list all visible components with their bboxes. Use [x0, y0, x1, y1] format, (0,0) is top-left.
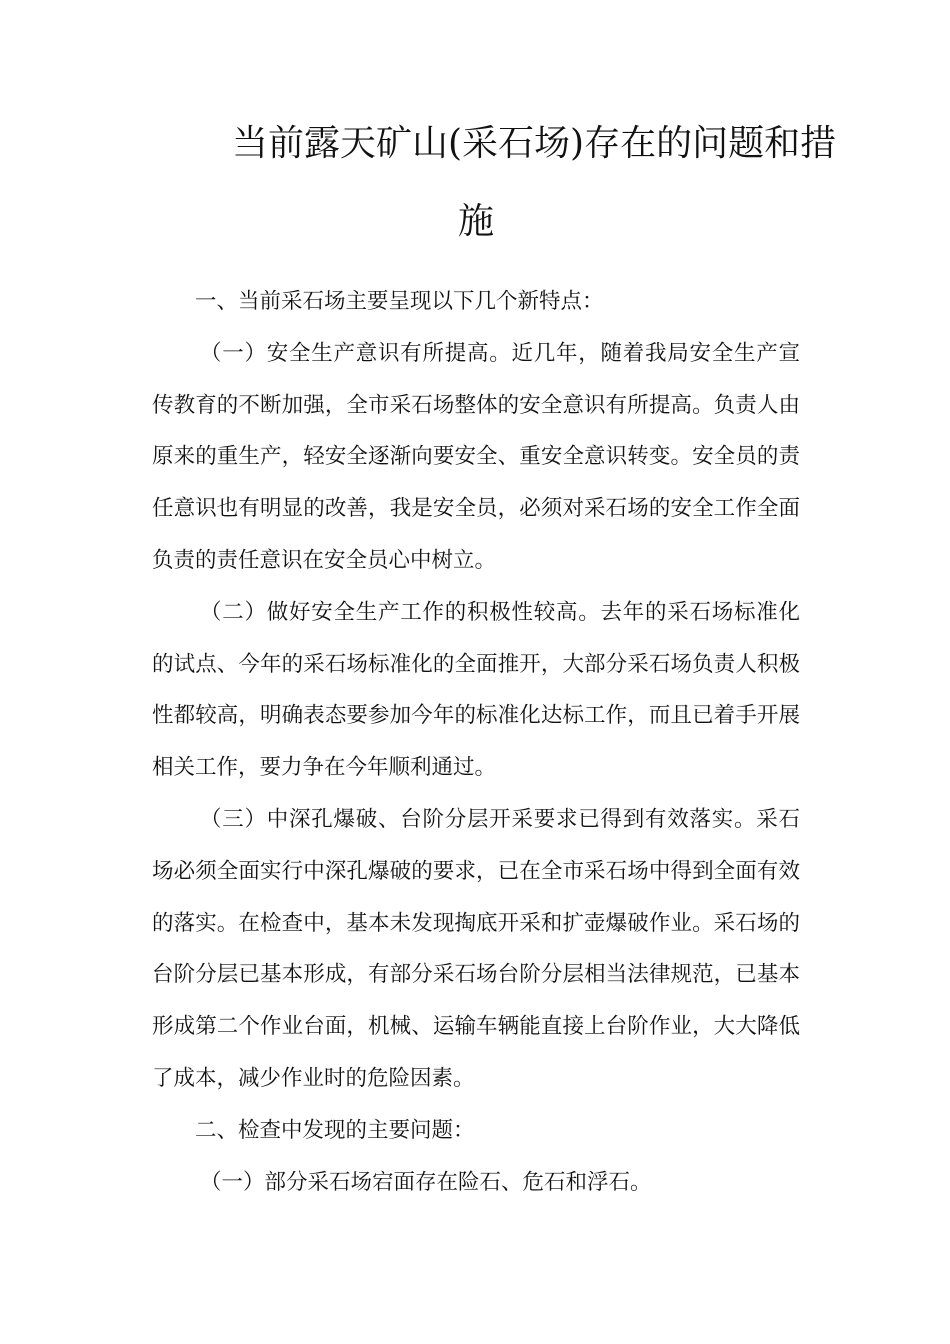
section-heading-2: 二、检查中发现的主要问题： [195, 1117, 475, 1143]
paragraph-item-1-3: （三）中深孔爆破、台阶分层开采要求已得到有效落实。采石场必须全面实行中深孔爆破的要求，已在全市采石场中得到全面有效的落实。在检查中，基本未发现掏底开采和扩壶爆破作业。采石场的台阶分层已基本形成，有部分采石场台阶分层相当法律规范，已基本形成第二个作业台面，机械、运输车辆能直接上台阶作业，大大降低了成本，减少作业时的危险因素。 [152, 806, 800, 1091]
document-title-line-2: 施 [458, 201, 495, 242]
document-body [152, 276, 800, 1208]
paragraph-item-1-1: （一）安全生产意识有所提高。近几年，随着我局安全生产宣传教育的不断加强，全市采石场整体的安全意识有所提高。负责人由原来的重生产，轻安全逐渐向要安全、重安全意识转变。安全员的责任意识也有明显的改善，我是安全员，必须对采石场的安全工作全面负责的责任意识在安全员心中树立。 [152, 340, 800, 573]
paragraph-item-1-2: （二）做好安全生产工作的积极性较高。去年的采石场标准化的试点、今年的采石场标准化的全面推开，大部分采石场负责人积极性都较高，明确表态要参加今年的标准化达标工作，而且已着手开展相关工作，要力争在今年顺利通过。 [152, 599, 800, 781]
paragraph-item-2-1: （一）部分采石场宕面存在险石、危石和浮石。 [200, 1169, 652, 1195]
section-heading-1: 一、当前采石场主要呈现以下几个新特点： [195, 289, 604, 314]
document-title-line-1: 当前露天矿山(采石场)存在的问题和措 [232, 123, 837, 164]
